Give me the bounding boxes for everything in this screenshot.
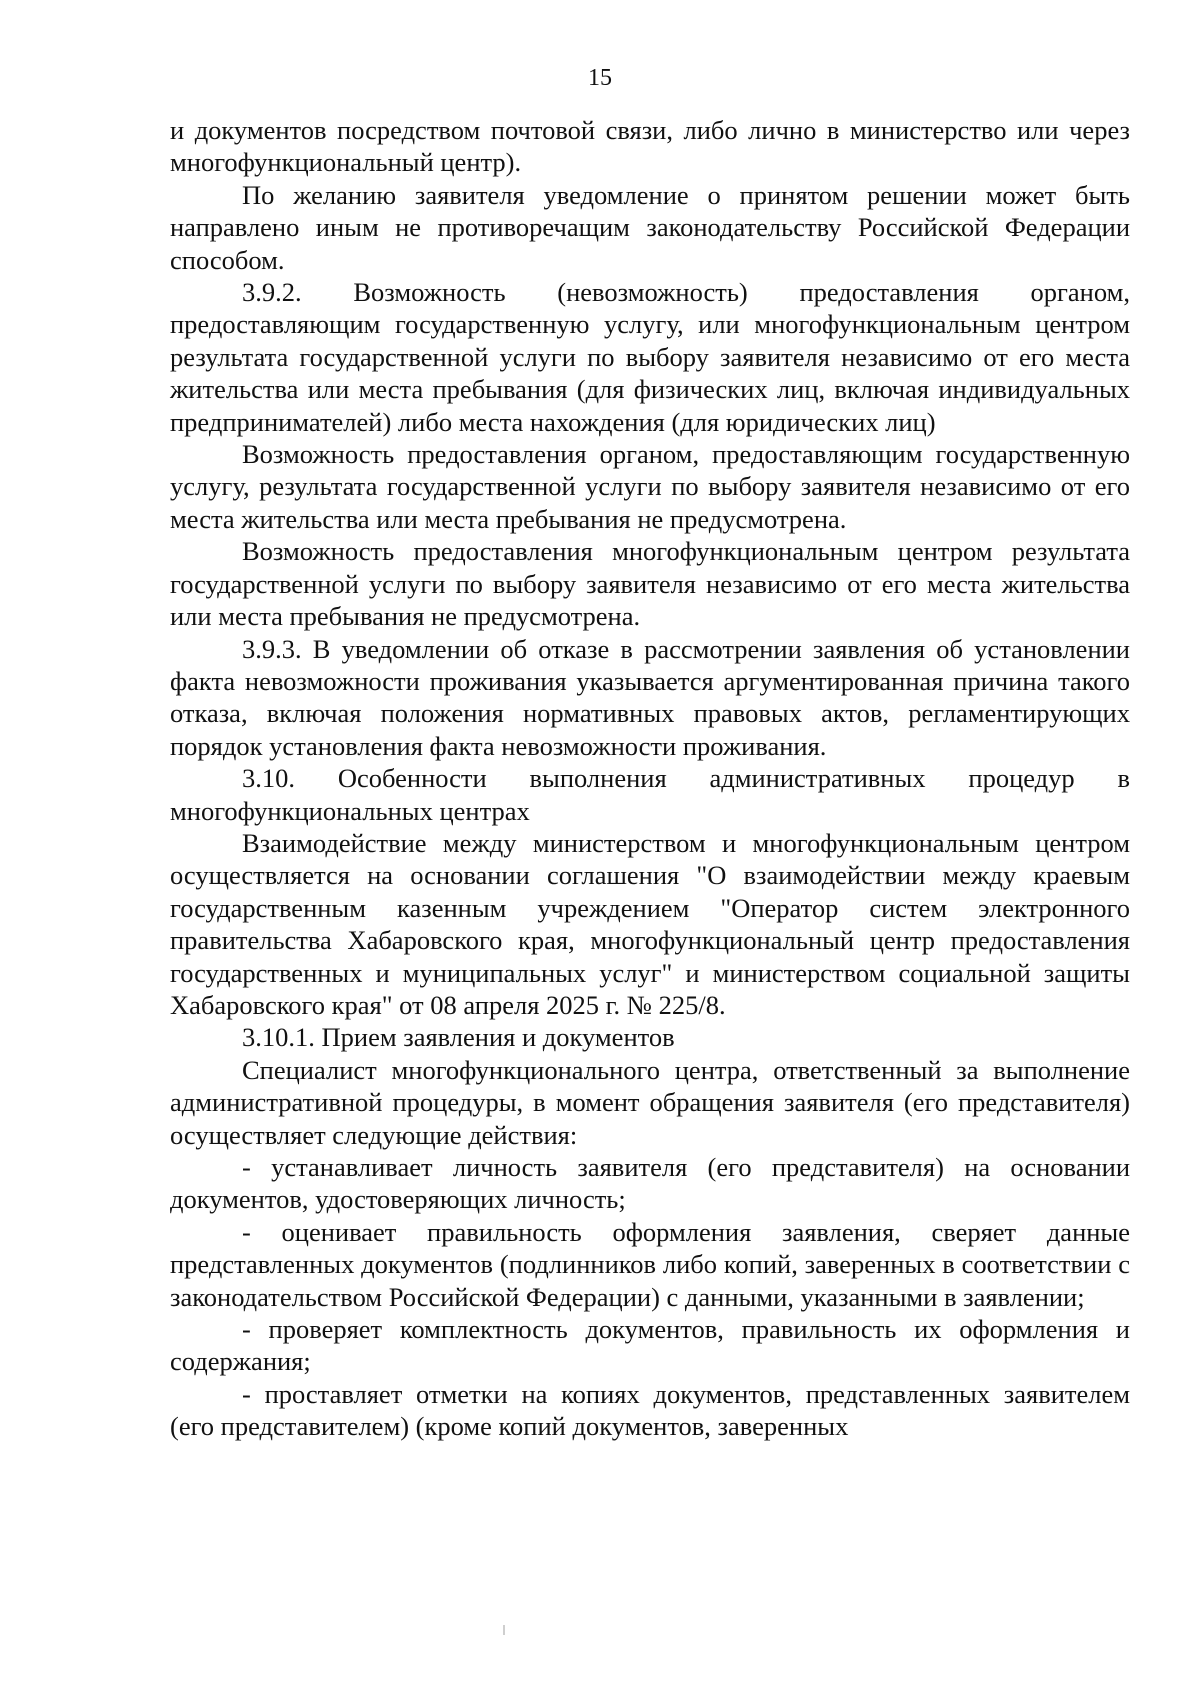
paragraph-3-9-3: 3.9.3. В уведомлении об отказе в рассмотрении заявления об установлении факта невозможности проживания указывается аргументированная причина такого отказа, включая положения нормативных правовых актов, регламентирующих порядок установления факта невозможности проживания.	[170, 633, 1130, 761]
paragraph-3-9-2: 3.9.2. Возможность (невозможность) предоставления органом, предоставляющим государственную услугу, или многофункциональным центром результата государственной услуги по выбору заявителя независимо от его места жительства или места пребывания (для физических лиц, включая индивидуальных предпринимателей) либо места нахождения (для юридических лиц)	[170, 277, 1130, 437]
list-item-marks: - проставляет отметки на копиях документов, представленных заявителем (его представителем) (кроме копий документов, заверенных	[170, 1378, 1130, 1442]
list-item-verification: - оценивает правильность оформления заявления, сверяет данные представленных документов (подлинников либо копий, заверенных в соответствии с законодательством Российской Федерации) с данными, указанными в заявлении;	[170, 1216, 1130, 1312]
paragraph-notification-method: По желанию заявителя уведомление о принятом решении может быть направлено иным не противоречащим законодательству Российской Федерации способом.	[170, 179, 1130, 275]
document-body	[170, 114, 1130, 1443]
page-number: 15	[588, 65, 612, 91]
list-item-completeness: - проверяет комплектность документов, правильность их оформления и содержания;	[170, 1314, 1130, 1377]
paragraph-mfc-not-provided: Возможность предоставления многофункциональным центром результата государственной услуги по выбору заявителя независимо от его места жительства или места пребывания не предусмотрена.	[170, 536, 1130, 632]
paragraph-continuation: и документов посредством почтовой связи, либо лично в министерство или через многофункциональный центр).	[170, 115, 1130, 178]
paragraph-interaction-agreement: Взаимодействие между министерством и многофункциональным центром осуществляется на основании соглашения "О взаимодействии между краевым государственным казенным учреждением "Оператор систем электронного правительства Хабаровского края, многофункциональный центр предоставления государственных и муниципальных услуг" и министерством социальной защиты Хабаровского края" от 08 апреля 2025 г. № 225/8.	[170, 827, 1130, 1020]
paragraph-3-10: 3.10. Особенности выполнения административных процедур в многофункциональных центрах	[170, 763, 1130, 826]
paragraph-authority-not-provided: Возможность предоставления органом, предоставляющим государственную услугу, результата государственной услуги по выбору заявителя независимо от его места жительства или места пребывания не предусмотрена.	[170, 439, 1130, 534]
paragraph-specialist-actions: Специалист многофункционального центра, ответственный за выполнение административной процедуры, в момент обращения заявителя (его представителя) осуществляет следующие действия:	[170, 1054, 1130, 1150]
paragraph-3-10-1: 3.10.1. Прием заявления и документов	[242, 1022, 675, 1053]
list-item-identity: - устанавливает личность заявителя (его представителя) на основании документов, удостоверяющих личность;	[170, 1152, 1130, 1215]
scan-artifact-mark	[503, 1625, 505, 1635]
